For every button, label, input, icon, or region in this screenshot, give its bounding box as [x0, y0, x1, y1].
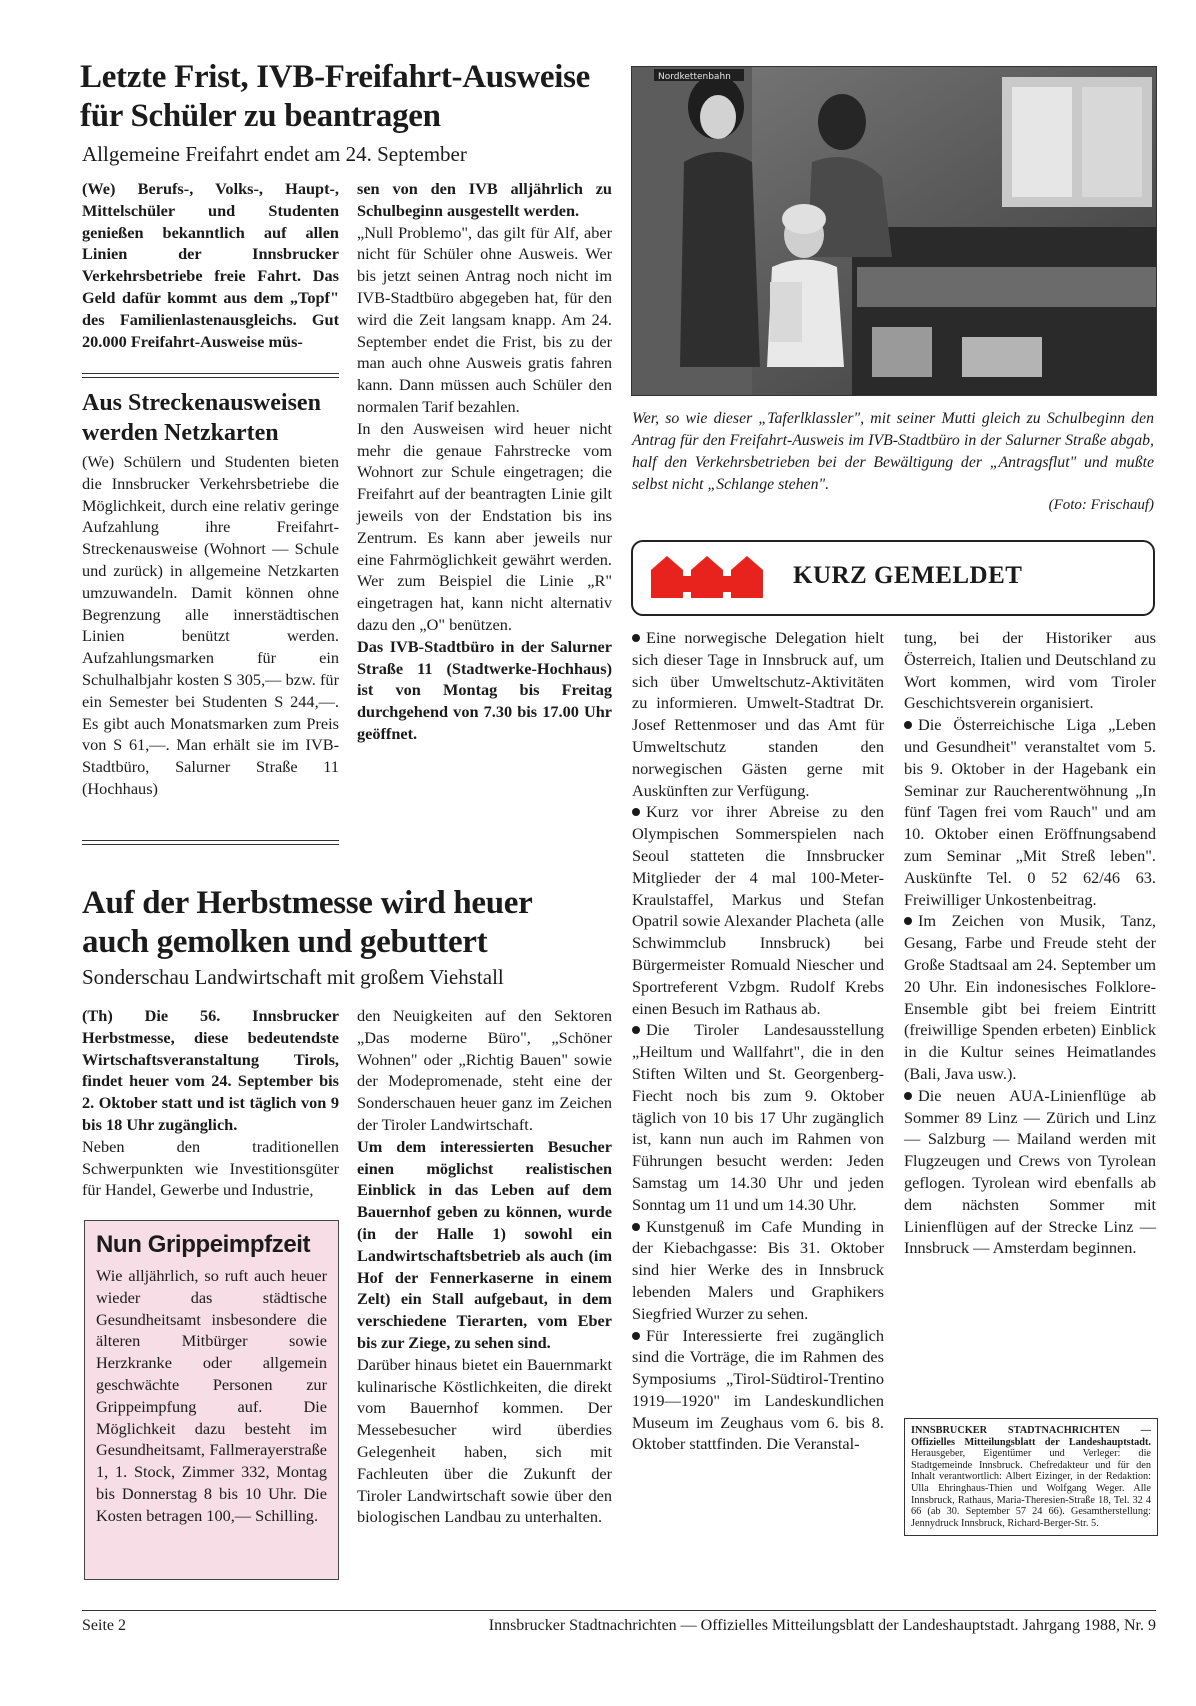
article1-col2-body: „Null Problemo", das gilt für Alf, aber nicht für Schüler ohne Ausweis. Wer bis jetzt seinen Antrag noch nicht im IVB-Stadtbüro abgegeben hat, für den wird die Zeit langsam knapp. Am 24. September endet die Frist, bis zu der man auch ohne Ausweis gratis fahren kann. Dann müssen auch Schüler den normalen Tarif bezahlen.	[357, 222, 612, 416]
kurz-item-text: Eine norwegische Delegation hielt sich dieser Tage in Innsbruck auf, um sich über Umweltschutz-Aktivitäten zu informieren. Umwelt-Stadtrat Dr. Josef Rettenmoser und das Amt für Umweltschutz standen den norwegischen Gästen gerne mit Auskünften zur Verfügung.	[632, 628, 884, 800]
bullet-icon	[632, 634, 640, 642]
imprint-body: Herausgeber, Eigentümer und Verleger: die Stadtgemeinde Innsbruck. Chefredakteur und für den Inhalt verantwortlich: Albert Eizinger, in der Redaktion: Ulla Ehringhaus-Thien und Wolfgang Weger. Alle Innsbruck, Rathaus, Maria-Theresien-Straße 18, Tel. 32 4 66 (ab 30. September 57 24 66). Gesamtherstellung: Jennydruck Innsbruck, Richard-Berger-Str. 5.	[911, 1448, 1151, 1529]
article1-col2-body2: In den Ausweisen wird heuer nicht mehr die genaue Fahrstrecke vom Wohnort zur Schule eingetragen; die Freifahrt auf der beantragten Linie gilt jeweils von der Endstation bis ins Zentrum. Es kann aber jeweils nur eine Fahrmöglichkeit gewährt werden. Wer zum Beispiel die Linie „R" eingetragen hat, kann nicht alternativ dazu den „O" benützen.	[357, 418, 612, 634]
bullet-icon	[904, 917, 912, 925]
article2-col1-lead: (Th) Die 56. Innsbrucker Herbstmesse, diese bedeutendste Wirtschaftsveranstaltung Tirols, findet heuer vom 24. September bis 2. Oktober statt und ist täglich von 9 bis 18 Uhr zugänglich.	[82, 1006, 339, 1134]
kurz-item-text: Die neuen AUA-Linienflüge ab Sommer 89 Linz — Zürich und Linz — Salzburg — Mailand werden mit Flugzeugen und Crews von Tyrolean geflogen. Tyrolean wird ebenfalls ab dem nächsten Sommer mit Linienflügen auf der Strecke Linz — Innsbruck — Amsterdam beginnen.	[904, 1085, 1156, 1258]
article1-col2	[357, 178, 612, 745]
photo	[631, 66, 1157, 396]
article2-col2-bold: Um dem interessierten Besucher einen möglichst realistischen Einblick in das Leben auf dem Bauernhof geben zu können, wurde (in der Halle 1) sowohl ein Landwirtschaftsbetrieb als auch (im Hof der Fennerkaserne in einem Zelt) ein Stall aufgebaut, in dem verschiedene Tierarten, vom Eber bis zur Ziege, zu sehen sind.	[357, 1136, 612, 1352]
article1-subheadline: Allgemeine Freifahrt endet am 24. September	[82, 142, 467, 166]
article2-headline-line1: Auf der Herbstmesse wird heuer	[82, 885, 533, 921]
bullet-icon	[632, 1223, 640, 1231]
photo-caption: Wer, so wie dieser „Taferlklassler", mit seiner Mutti gleich zu Schulbeginn den Antrag für den Freifahrt-Ausweis im IVB-Stadtbüro in der Salurner Straße abgab, half den Verkehrsbetrieben bei der Bewältigung der „Antragsflut" und mußte selbst nicht „Schlange stehen".	[632, 410, 1154, 493]
netzkarten-heading-line2: werden Netzkarten	[82, 420, 279, 446]
photo-credit: (Foto: Frischauf)	[1048, 497, 1154, 513]
kurz-item-text: Im Zeichen von Musik, Tanz, Gesang, Farbe und Freude steht der Große Stadtsaal am 24. September um 20 Uhr. Ein indonesisches Folklore-Ensemble gibt bei freiem Eintritt (freiwillige Spenden erbeten) Einblick in die Kultur seines Heimatlandes (Bali, Java usw.).	[904, 911, 1156, 1083]
kurz-col2-cont: tung, bei der Historiker aus Österreich, Italien und Deutschland zu Wort kommen, wird vom Tiroler Geschichtsverein organisiert.	[904, 628, 1156, 713]
article1-col2-lead: sen von den IVB alljährlich zu Schulbeginn ausgestellt werden.	[357, 179, 612, 220]
kurz-item-text: Für Interessierte frei zugänglich sind die Vorträge, die im Rahmen des Symposiums „Tirol-Südtirol-Trentino 1919—1920" im Landeskundlichen Museum im Zeughaus vom 6. bis 8. Oktober stattfinden. Die Veranstal-	[632, 1325, 884, 1454]
article2-col1	[82, 1005, 339, 1201]
bullet-icon	[904, 721, 912, 729]
kurz-col2	[904, 627, 1156, 1259]
photo-image	[632, 67, 1156, 395]
kurz-banner	[631, 540, 1155, 616]
kurz-item	[632, 1325, 884, 1456]
kurz-item-text: Kunstgenuß im Cafe Munding in der Kiebachgasse: Bis 31. Oktober sind hier Werke des in Innsbruck lebenden Malers und Graphikers Siegfried Wurzer zu sehen.	[632, 1216, 884, 1323]
separator	[82, 373, 339, 378]
kurz-item	[632, 1216, 884, 1325]
bullet-icon	[632, 808, 640, 816]
article2-col2-body: den Neuigkeiten auf den Sektoren „Das moderne Büro", „Schöner Wohnen" oder „Richtig Bauen" sowie der Modepromenade, steht eine der Sonderschauen heuer ganz im Zeichen der Tiroler Landwirtschaft.	[357, 1006, 612, 1134]
article2-col1-body: Neben den traditionellen Schwerpunkten wie Investitionsgüter für Handel, Gewerbe und Industrie,	[82, 1136, 339, 1200]
kurz-item-text: Kurz vor ihrer Abreise zu den Olympischen Sommerspielen nach Seoul statteten die Innsbrucker Mitglieder der 4 mal 100-Meter-Kraulstaffel, Markus und Stefan Opatril sowie Alexander Placheta (alle Schwimmclub Innsbruck) bei Bürgermeister Romuald Niescher und Sportreferent Vzbgm. Rudolf Krebs einen Besuch im Rathaus ab.	[632, 802, 884, 1018]
article2-subheadline: Sonderschau Landwirtschaft mit großem Viehstall	[82, 965, 504, 989]
grippe-heading: Nun Grippeimpfzeit	[96, 1231, 311, 1258]
imprint-title: INNSBRUCKER STADTNACHRICHTEN — Offizielles Mitteilungsblatt der Landeshauptstadt.	[911, 1425, 1151, 1448]
photo-sign: Nordkettenbahn	[658, 72, 731, 82]
kurz-item-text: Die Tiroler Landesausstellung „Heiltum und Wallfahrt", die in den Stiften Wilten und St. Georgenberg-Fiecht noch bis zum 9. Oktober täglich von 10 bis 17 Uhr zugänglich ist, kann nun auch im Rahmen von Führungen besucht werden: Jeden Samstag um 14.30 Uhr und jeden Sonntag um 11 und um 14.30 Uhr.	[632, 1020, 884, 1214]
article1-headline	[80, 58, 620, 136]
bullet-icon	[904, 1092, 912, 1100]
kurz-item-text: Die Österreichische Liga „Leben und Gesundheit" veranstaltet vom 5. bis 9. Oktober in der Hagebank ein Seminar zur Raucherentwöhnung „In fünf Tagen frei vom Rauch" und am 10. Oktober einen Eröffnungsabend zum Seminar „Mit Streß leben". Auskünfte Tel. 0 52 62/46 63. Freiwilliger Unkostenbeitrag.	[904, 715, 1156, 909]
imprint	[904, 1418, 1158, 1536]
netzkarten-body: (We) Schülern und Studenten bieten die Innsbrucker Verkehrsbetriebe die Möglichkeit, durch eine relativ geringe Aufzahlung ihre Freifahrt-Streckenausweise (Wohnort — Schule und zurück) in allgemeine Netzkarten umzuwandeln. Damit können ohne Begrenzung alle innerstädtischen Linien benützt werden. Aufzahlungsmarken für ein Schulhalbjahr kosten S 305,— bzw. für ein Semester bei Studenten S 244,—. Es gibt auch Monatsmarken zum Preis von S 61,—. Man erhält sie im IVB-Stadtbüro, Salurner Straße 11 (Hochhaus)	[82, 452, 339, 798]
footer-publication: Innsbrucker Stadtnachrichten — Offizielles Mitteilungsblatt der Landeshauptstadt. Jahrgang 1988, Nr. 9	[488, 1617, 1156, 1634]
kurz-item	[904, 1085, 1156, 1259]
kurz-col1	[632, 627, 884, 1455]
kurz-item	[632, 801, 884, 1019]
article2-headline-line2: auch gemolken und gebuttert	[82, 924, 488, 960]
article2-col2-end: Darüber hinaus bietet ein Bauernmarkt kulinarische Köstlichkeiten, die direkt vom Bauernhof kommen. Der Messebesucher wird überdies Gelegenheit haben, sich mit Fachleuten über die Zukunft der Tiroler Landwirtschaft sowie über den biologischen Landbau zu unterhalten.	[357, 1354, 612, 1527]
grippe-box	[84, 1220, 339, 1580]
kurz-item	[904, 714, 1156, 910]
bullet-icon	[632, 1026, 640, 1034]
article2-headline	[82, 884, 622, 962]
bullet-icon	[632, 1332, 640, 1340]
netzkarten-heading	[82, 388, 339, 448]
grippe-body: Wie alljährlich, so ruft auch heuer wieder das städtische Gesundheitsamt insbesondere die älteren Mitbürger sowie Herzkranke oder allgemein geschwächte Personen zur Grippeimpfung auf. Die Möglichkeit dazu besteht im Gesundheitsamt, Fallmerayerstraße 1, 1. Stock, Zimmer 332, Montag bis Donnerstag 8 bis 10 Uhr. Die Kosten betragen 100,— Schilling.	[96, 1266, 327, 1525]
netzkarten-heading-line1: Aus Streckenausweisen	[82, 390, 321, 416]
kurz-item	[904, 910, 1156, 1084]
article1-col1-lead: (We) Berufs-, Volks-, Haupt-, Mittelschüler und Studenten genießen bekanntlich auf allen Linien der Innsbrucker Verkehrsbetriebe freie Fahrt. Das Geld dafür kommt aus dem „Topf" des Familienlastenausgleichs. Gut 20.000 Freifahrt-Ausweise müs-	[82, 179, 339, 351]
article1-headline-line1: Letzte Frist, IVB-Freifahrt-Ausweise	[80, 59, 591, 95]
kurz-title: KURZ GEMELDET	[793, 562, 1023, 589]
article1-col2-bold-end: Das IVB-Stadtbüro in der Salurner Straße 11 (Stadtwerke-Hochhaus) ist von Montag bis Freitag durchgehend von 7.30 bis 17.00 Uhr geöffnet.	[357, 636, 612, 743]
footer-page: Seite 2	[82, 1617, 126, 1634]
article2-col2	[357, 1005, 612, 1528]
kurz-logo-icon	[649, 552, 769, 606]
article1-headline-line2: für Schüler zu beantragen	[80, 98, 441, 134]
separator	[82, 840, 339, 845]
footer-rule	[82, 1610, 1156, 1611]
kurz-item	[632, 627, 884, 801]
kurz-item	[632, 1019, 884, 1215]
